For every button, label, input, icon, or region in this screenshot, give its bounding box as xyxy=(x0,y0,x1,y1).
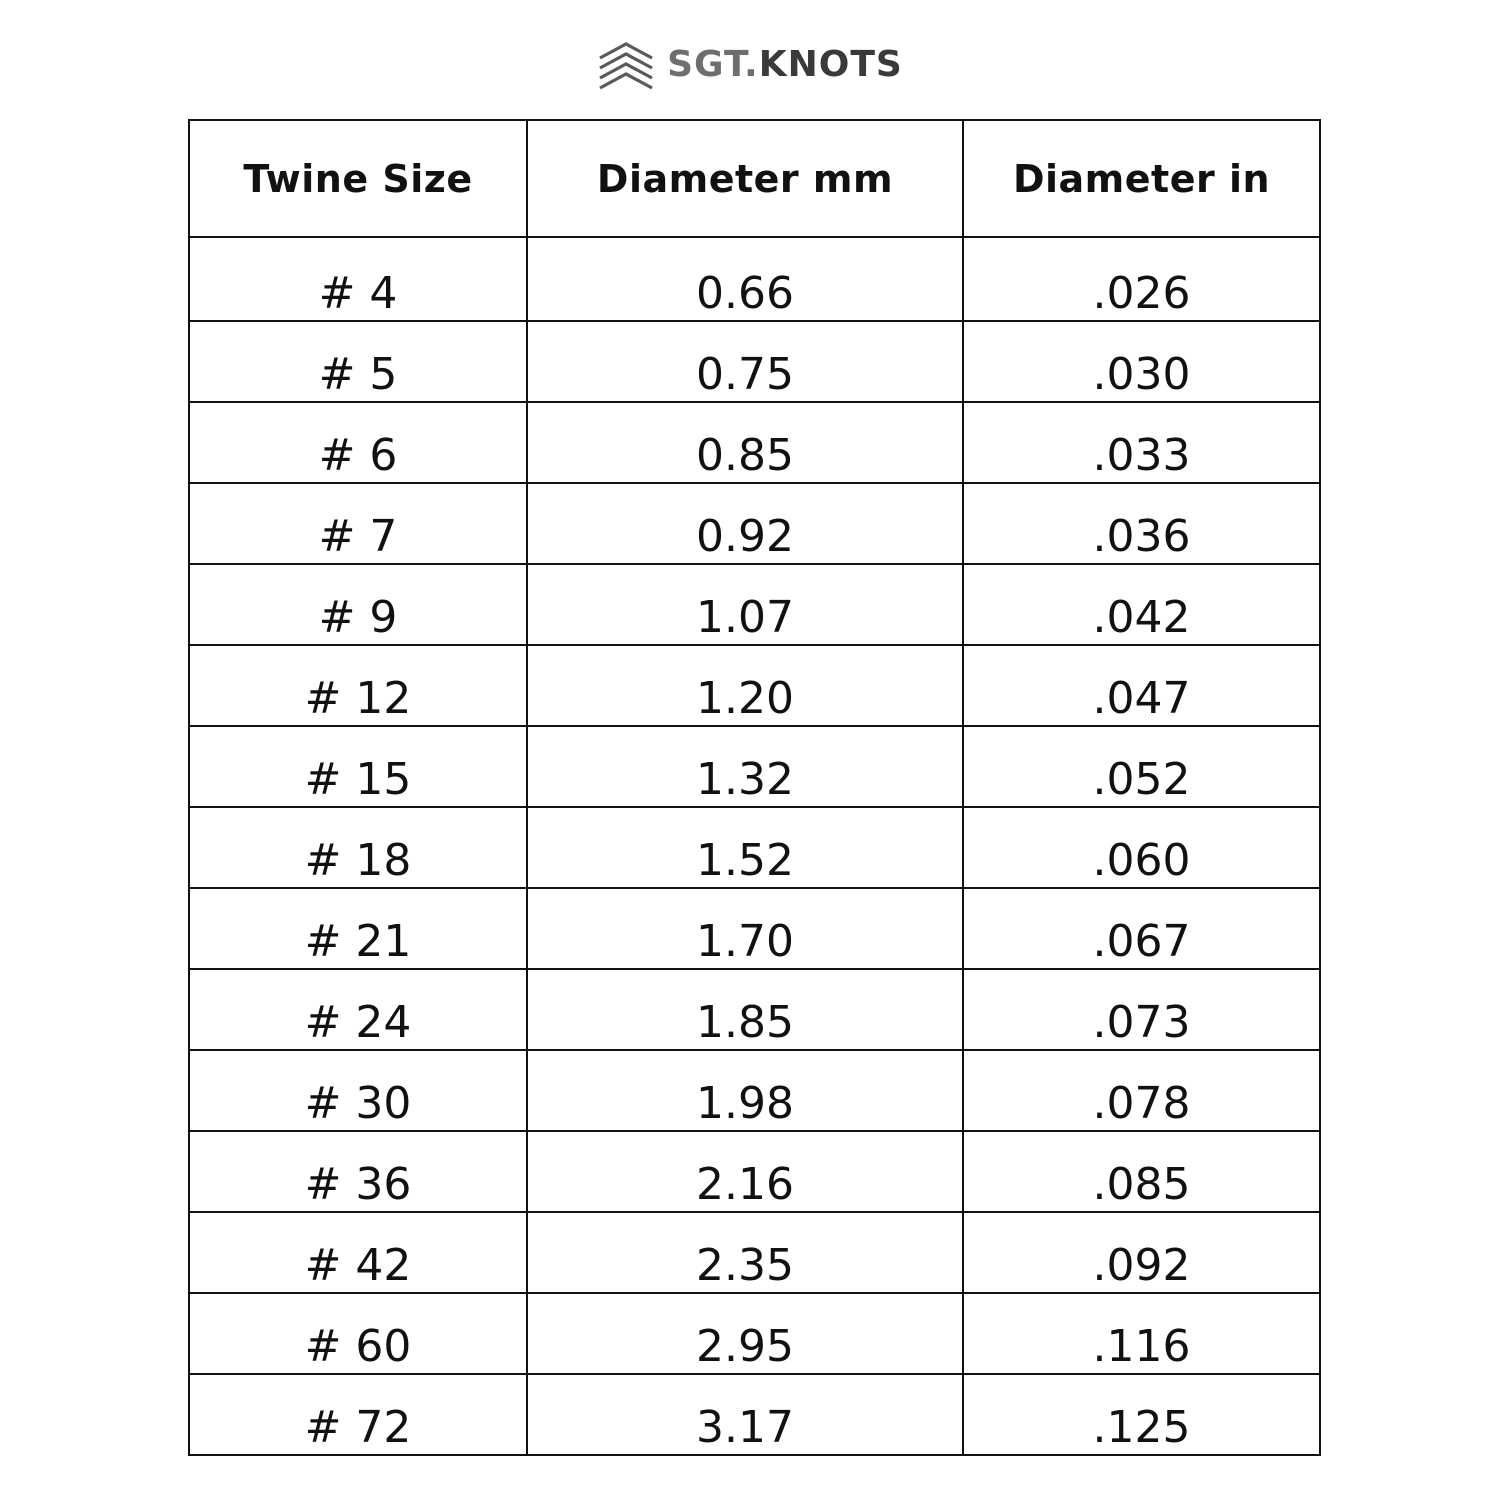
cell-diameter-in: .085 xyxy=(963,1131,1320,1212)
brand-name-sgt: SGT. xyxy=(667,44,759,85)
brand-logo xyxy=(0,30,1500,100)
cell-diameter-in: .036 xyxy=(963,483,1320,564)
cell-twine-size: # 24 xyxy=(189,969,527,1050)
cell-twine-size: # 42 xyxy=(189,1212,527,1293)
cell-diameter-mm: 3.17 xyxy=(527,1374,963,1455)
table-row xyxy=(189,807,1320,888)
cell-diameter-in: .116 xyxy=(963,1293,1320,1374)
cell-diameter-in: .033 xyxy=(963,402,1320,483)
cell-diameter-mm: 0.85 xyxy=(527,402,963,483)
cell-twine-size: # 72 xyxy=(189,1374,527,1455)
table-row xyxy=(189,1293,1320,1374)
cell-diameter-in: .030 xyxy=(963,321,1320,402)
cell-twine-size: # 6 xyxy=(189,402,527,483)
table-row xyxy=(189,888,1320,969)
header-diameter-in: Diameter in xyxy=(963,120,1320,237)
table-row xyxy=(189,321,1320,402)
cell-diameter-in: .125 xyxy=(963,1374,1320,1455)
table-row xyxy=(189,564,1320,645)
cell-diameter-mm: 1.70 xyxy=(527,888,963,969)
cell-diameter-mm: 1.20 xyxy=(527,645,963,726)
table-row xyxy=(189,969,1320,1050)
cell-twine-size: # 9 xyxy=(189,564,527,645)
table-header-row xyxy=(189,120,1320,237)
table-row xyxy=(189,1131,1320,1212)
cell-diameter-mm: 1.98 xyxy=(527,1050,963,1131)
cell-diameter-mm: 2.16 xyxy=(527,1131,963,1212)
cell-diameter-mm: 0.92 xyxy=(527,483,963,564)
cell-diameter-mm: 0.66 xyxy=(527,237,963,321)
cell-diameter-mm: 2.95 xyxy=(527,1293,963,1374)
cell-diameter-mm: 1.07 xyxy=(527,564,963,645)
header-twine-size: Twine Size xyxy=(189,120,527,237)
cell-diameter-in: .073 xyxy=(963,969,1320,1050)
cell-twine-size: # 60 xyxy=(189,1293,527,1374)
brand-name-knots: KNOTS xyxy=(758,44,903,85)
cell-twine-size: # 4 xyxy=(189,237,527,321)
cell-diameter-mm: 2.35 xyxy=(527,1212,963,1293)
cell-twine-size: # 21 xyxy=(189,888,527,969)
table-row xyxy=(189,726,1320,807)
cell-diameter-in: .052 xyxy=(963,726,1320,807)
chevron-stack-icon xyxy=(597,40,655,90)
cell-diameter-mm: 0.75 xyxy=(527,321,963,402)
cell-diameter-in: .078 xyxy=(963,1050,1320,1131)
brand-name xyxy=(667,44,903,85)
cell-diameter-in: .060 xyxy=(963,807,1320,888)
table-row xyxy=(189,645,1320,726)
cell-diameter-mm: 1.32 xyxy=(527,726,963,807)
cell-twine-size: # 30 xyxy=(189,1050,527,1131)
cell-twine-size: # 15 xyxy=(189,726,527,807)
cell-diameter-in: .042 xyxy=(963,564,1320,645)
header-diameter-mm: Diameter mm xyxy=(527,120,963,237)
cell-twine-size: # 12 xyxy=(189,645,527,726)
cell-twine-size: # 18 xyxy=(189,807,527,888)
table-row xyxy=(189,237,1320,321)
cell-diameter-mm: 1.85 xyxy=(527,969,963,1050)
cell-diameter-in: .047 xyxy=(963,645,1320,726)
cell-twine-size: # 36 xyxy=(189,1131,527,1212)
cell-twine-size: # 7 xyxy=(189,483,527,564)
table-row xyxy=(189,483,1320,564)
twine-size-table xyxy=(188,119,1321,1456)
cell-diameter-in: .067 xyxy=(963,888,1320,969)
table-row xyxy=(189,1212,1320,1293)
cell-diameter-in: .092 xyxy=(963,1212,1320,1293)
table-row xyxy=(189,402,1320,483)
cell-diameter-in: .026 xyxy=(963,237,1320,321)
table-row xyxy=(189,1050,1320,1131)
cell-twine-size: # 5 xyxy=(189,321,527,402)
table-row xyxy=(189,1374,1320,1455)
cell-diameter-mm: 1.52 xyxy=(527,807,963,888)
